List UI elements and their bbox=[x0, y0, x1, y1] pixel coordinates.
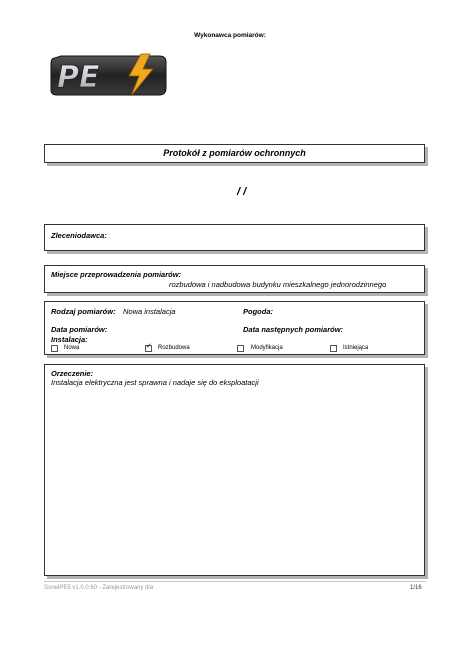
checkbox-new[interactable] bbox=[51, 345, 58, 352]
conclusion-box bbox=[44, 364, 425, 576]
checkbox-existing[interactable] bbox=[330, 345, 337, 352]
option-existing-label: Istniejąca bbox=[343, 345, 369, 351]
contractor-label: Wykonawca pomiarów: bbox=[194, 32, 266, 39]
measure-type-label: Rodzaj pomiarów: bbox=[51, 307, 116, 316]
client-label: Zleceniodawca: bbox=[51, 231, 107, 240]
date-label: Data pomiarów: bbox=[51, 325, 108, 334]
location-label: Miejsce przeprowadzenia pomiarów: bbox=[51, 270, 182, 279]
measure-type-value: Nowa instalacja bbox=[123, 307, 176, 316]
location-box bbox=[44, 265, 425, 293]
option-extension[interactable] bbox=[145, 345, 215, 353]
document-number: / / bbox=[237, 186, 247, 198]
location-value: rozbudowa i nadbudowa budynku mieszkalnego jednorodzinnego bbox=[169, 280, 387, 289]
page-title: Protokół z pomiarów ochronnych bbox=[163, 148, 306, 158]
option-modification-label: Modyfikacja bbox=[251, 345, 283, 351]
installation-label: Instalacja: bbox=[51, 335, 88, 344]
footer-rule bbox=[44, 581, 426, 582]
checkmark-icon: ✓ bbox=[146, 343, 152, 350]
footer-software: SonelPE5 v1.0.0.60 - Zarejestrowany dla bbox=[44, 585, 154, 591]
details-box bbox=[44, 301, 425, 355]
checkbox-modification[interactable] bbox=[237, 345, 244, 352]
checkbox-extension[interactable] bbox=[145, 345, 152, 352]
weather-label: Pogoda: bbox=[243, 307, 273, 316]
conclusion-label: Orzeczenie: bbox=[51, 369, 94, 378]
title-box bbox=[44, 144, 425, 163]
option-new-label: Nowa bbox=[64, 345, 80, 351]
company-logo bbox=[49, 52, 169, 98]
page-number: 1/16 bbox=[410, 585, 422, 591]
client-box bbox=[44, 224, 425, 251]
next-date-label: Data następnych pomiarów: bbox=[243, 325, 344, 334]
option-extension-label: Rozbudowa bbox=[158, 345, 190, 351]
option-new[interactable] bbox=[51, 345, 111, 353]
conclusion-text: Instalacja elektryczna jest sprawna i nadaje się do eksploatacji bbox=[51, 378, 259, 387]
option-modification[interactable] bbox=[237, 345, 307, 353]
option-existing[interactable] bbox=[330, 345, 400, 353]
logo-text: PE bbox=[57, 60, 100, 95]
